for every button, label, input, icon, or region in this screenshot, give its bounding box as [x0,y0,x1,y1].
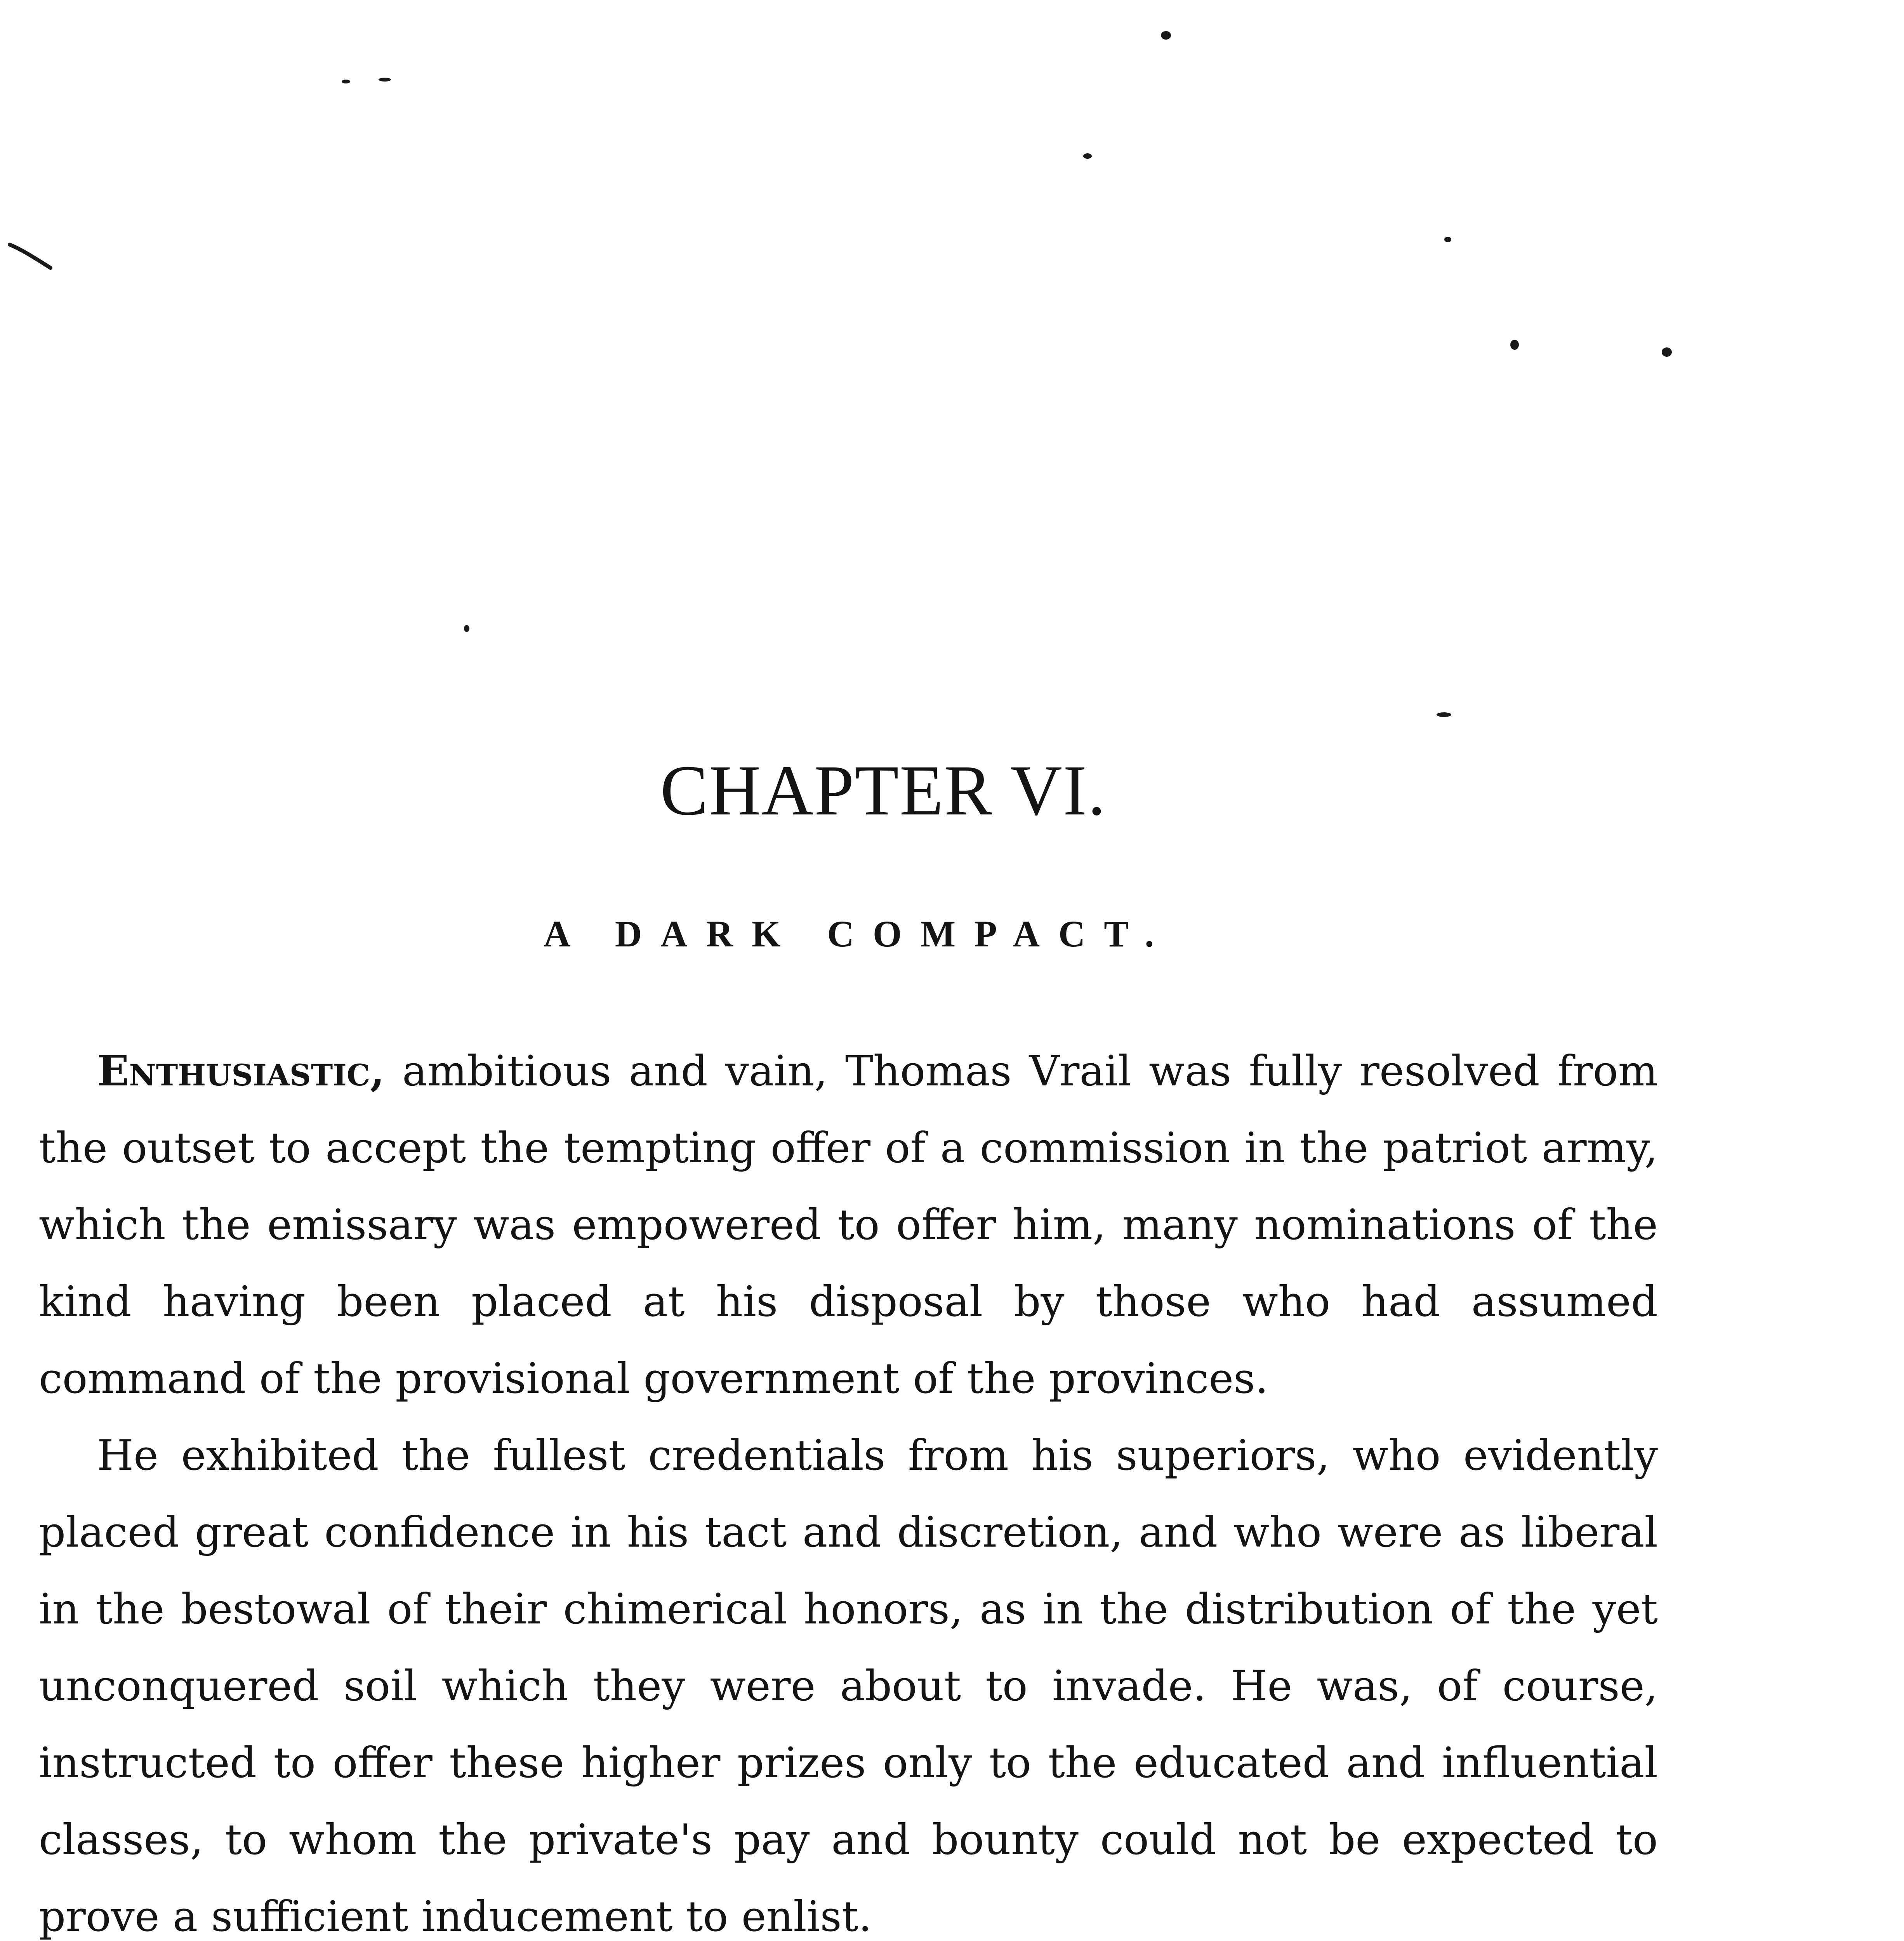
ink-speck [342,80,350,83]
ink-speck [1444,237,1451,242]
paragraph [39,1033,1658,1417]
paragraph-lead-word: Enthusiastic, [97,1047,385,1096]
paragraph-text: He exhibited the fullest credentials from his superiors, who evidently placed great confidence in his tact and discretion, and who were as liberal in the bestowal of their chimerical honors, as in the distribution of the yet unconquered soil which they were about to invade. He was, of course, instructed to offer these higher prizes only to the educated and influential classes, to whom the private's pay and bounty could not be expected to prove a sufficient inducement to enlist. [39,1431,1658,1941]
ink-speck [1662,347,1672,357]
ink-stroke [8,241,54,272]
chapter-title: CHAPTER VI. [660,751,1107,830]
ink-speck [464,625,469,632]
ink-speck [1437,712,1451,717]
paragraph-text: ambitious and vain, Thomas Vrail was fully resolved from the outset to accept the tempting offer of a commission in the patriot army, which the emissary was empowered to offer him, many nominations of the kind having been placed at his disposal by those who had assumed command of the provisional government of the provinces. [39,1047,1658,1403]
ink-speck [1510,340,1519,350]
ink-speck [1083,153,1092,159]
paragraph [39,1417,1658,1941]
ink-speck [379,78,391,82]
chapter-body [39,1033,1658,1941]
ink-speck [1161,31,1171,40]
chapter-subtitle: A DARK COMPACT. [543,913,1173,955]
